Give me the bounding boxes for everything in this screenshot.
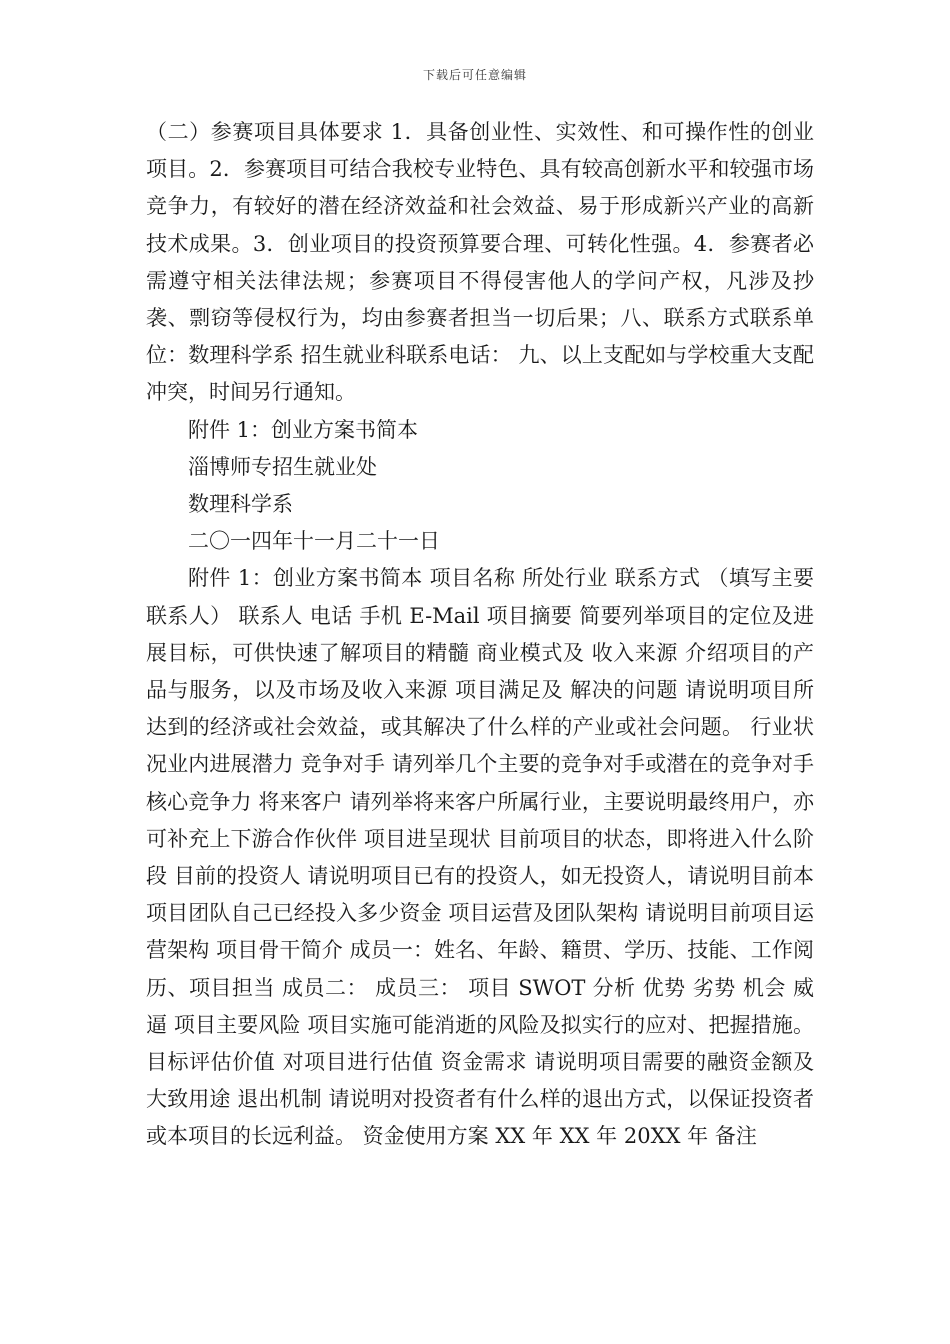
paragraph-department: 数理科学系: [188, 492, 293, 517]
paragraph-attachment-title: 附件 1：创业方案书简本: [188, 417, 419, 442]
paragraph-attachment-content: 附件 1：创业方案书简本 项目名称 所处行业 联系方式 （填写主要联系人） 联系人 电话 手机 E-Mail 项目摘要 简要列举项目的定位及进展目标，可供快速了解项目的精髓 商业模式及 收入来源 介绍项目的产品与服务，以及市场及收入来源 项目满足及 解决的问题 请说明项目所达到的经济或社会效益，或其解决了什么样的产业或社会问题。 行业状况业内进展潜力 竞争对手 请列举几个主要的竞争对手或潜在的竞争对手 核心竞争力 将来客户 请列举将来客户所属行业，主要说明最终用户，亦可补充上下游合作伙伴 项目进呈现状 目前项目的状态，即将进入什么阶段 目前的投资人 请说明项目已有的投资人，如无投资人，请说明目前本项目团队自己已经投入多少资金 项目运营及团队架构 请说明目前项目运营架构 项目骨干简介 成员一：姓名、年龄、籍贯、学历、技能、工作阅历、项目担当 成员二： 成员三： 项目 SWOT 分析 优势 劣势 机会 威逼 项目主要风险 项目实施可能消逝的风险及拟实行的应对、把握措施。 目标评估价值 对项目进行估值 资金需求 请说明项目需要的融资金额及大致用途 退出机制 请说明对投资者有什么样的退出方式，以保证投资者或本项目的长远利益。 资金使用方案 XX 年 XX 年 20XX 年 备注: [146, 566, 814, 1149]
page-header: 下载后可任意编辑: [422, 68, 527, 82]
paragraph-organizer: 淄博师专招生就业处: [188, 454, 377, 479]
paragraph-date: 二〇一四年十一月二十一日: [188, 529, 440, 554]
paragraph-requirements: （二）参赛项目具体要求 1．具备创业性、实效性、和可操作性的创业项目。2．参赛项目可结合我校专业特色、具有较高创新水平和较强市场竞争力，有较好的潜在经济效益和社会效益、易于形成新兴产业的高新技术成果。3．创业项目的投资预算要合理、可转化性强。4．参赛者必需遵守相关法律法规；参赛项目不得侵害他人的学问产权，凡涉及抄袭、剽窃等侵权行为，均由参赛者担当一切后果；八、联系方式联系单位：数理科学系 招生就业科联系电话： 九、以上支配如与学校重大支配冲突，时间另行通知。: [146, 120, 814, 405]
document-body: [146, 114, 814, 1156]
